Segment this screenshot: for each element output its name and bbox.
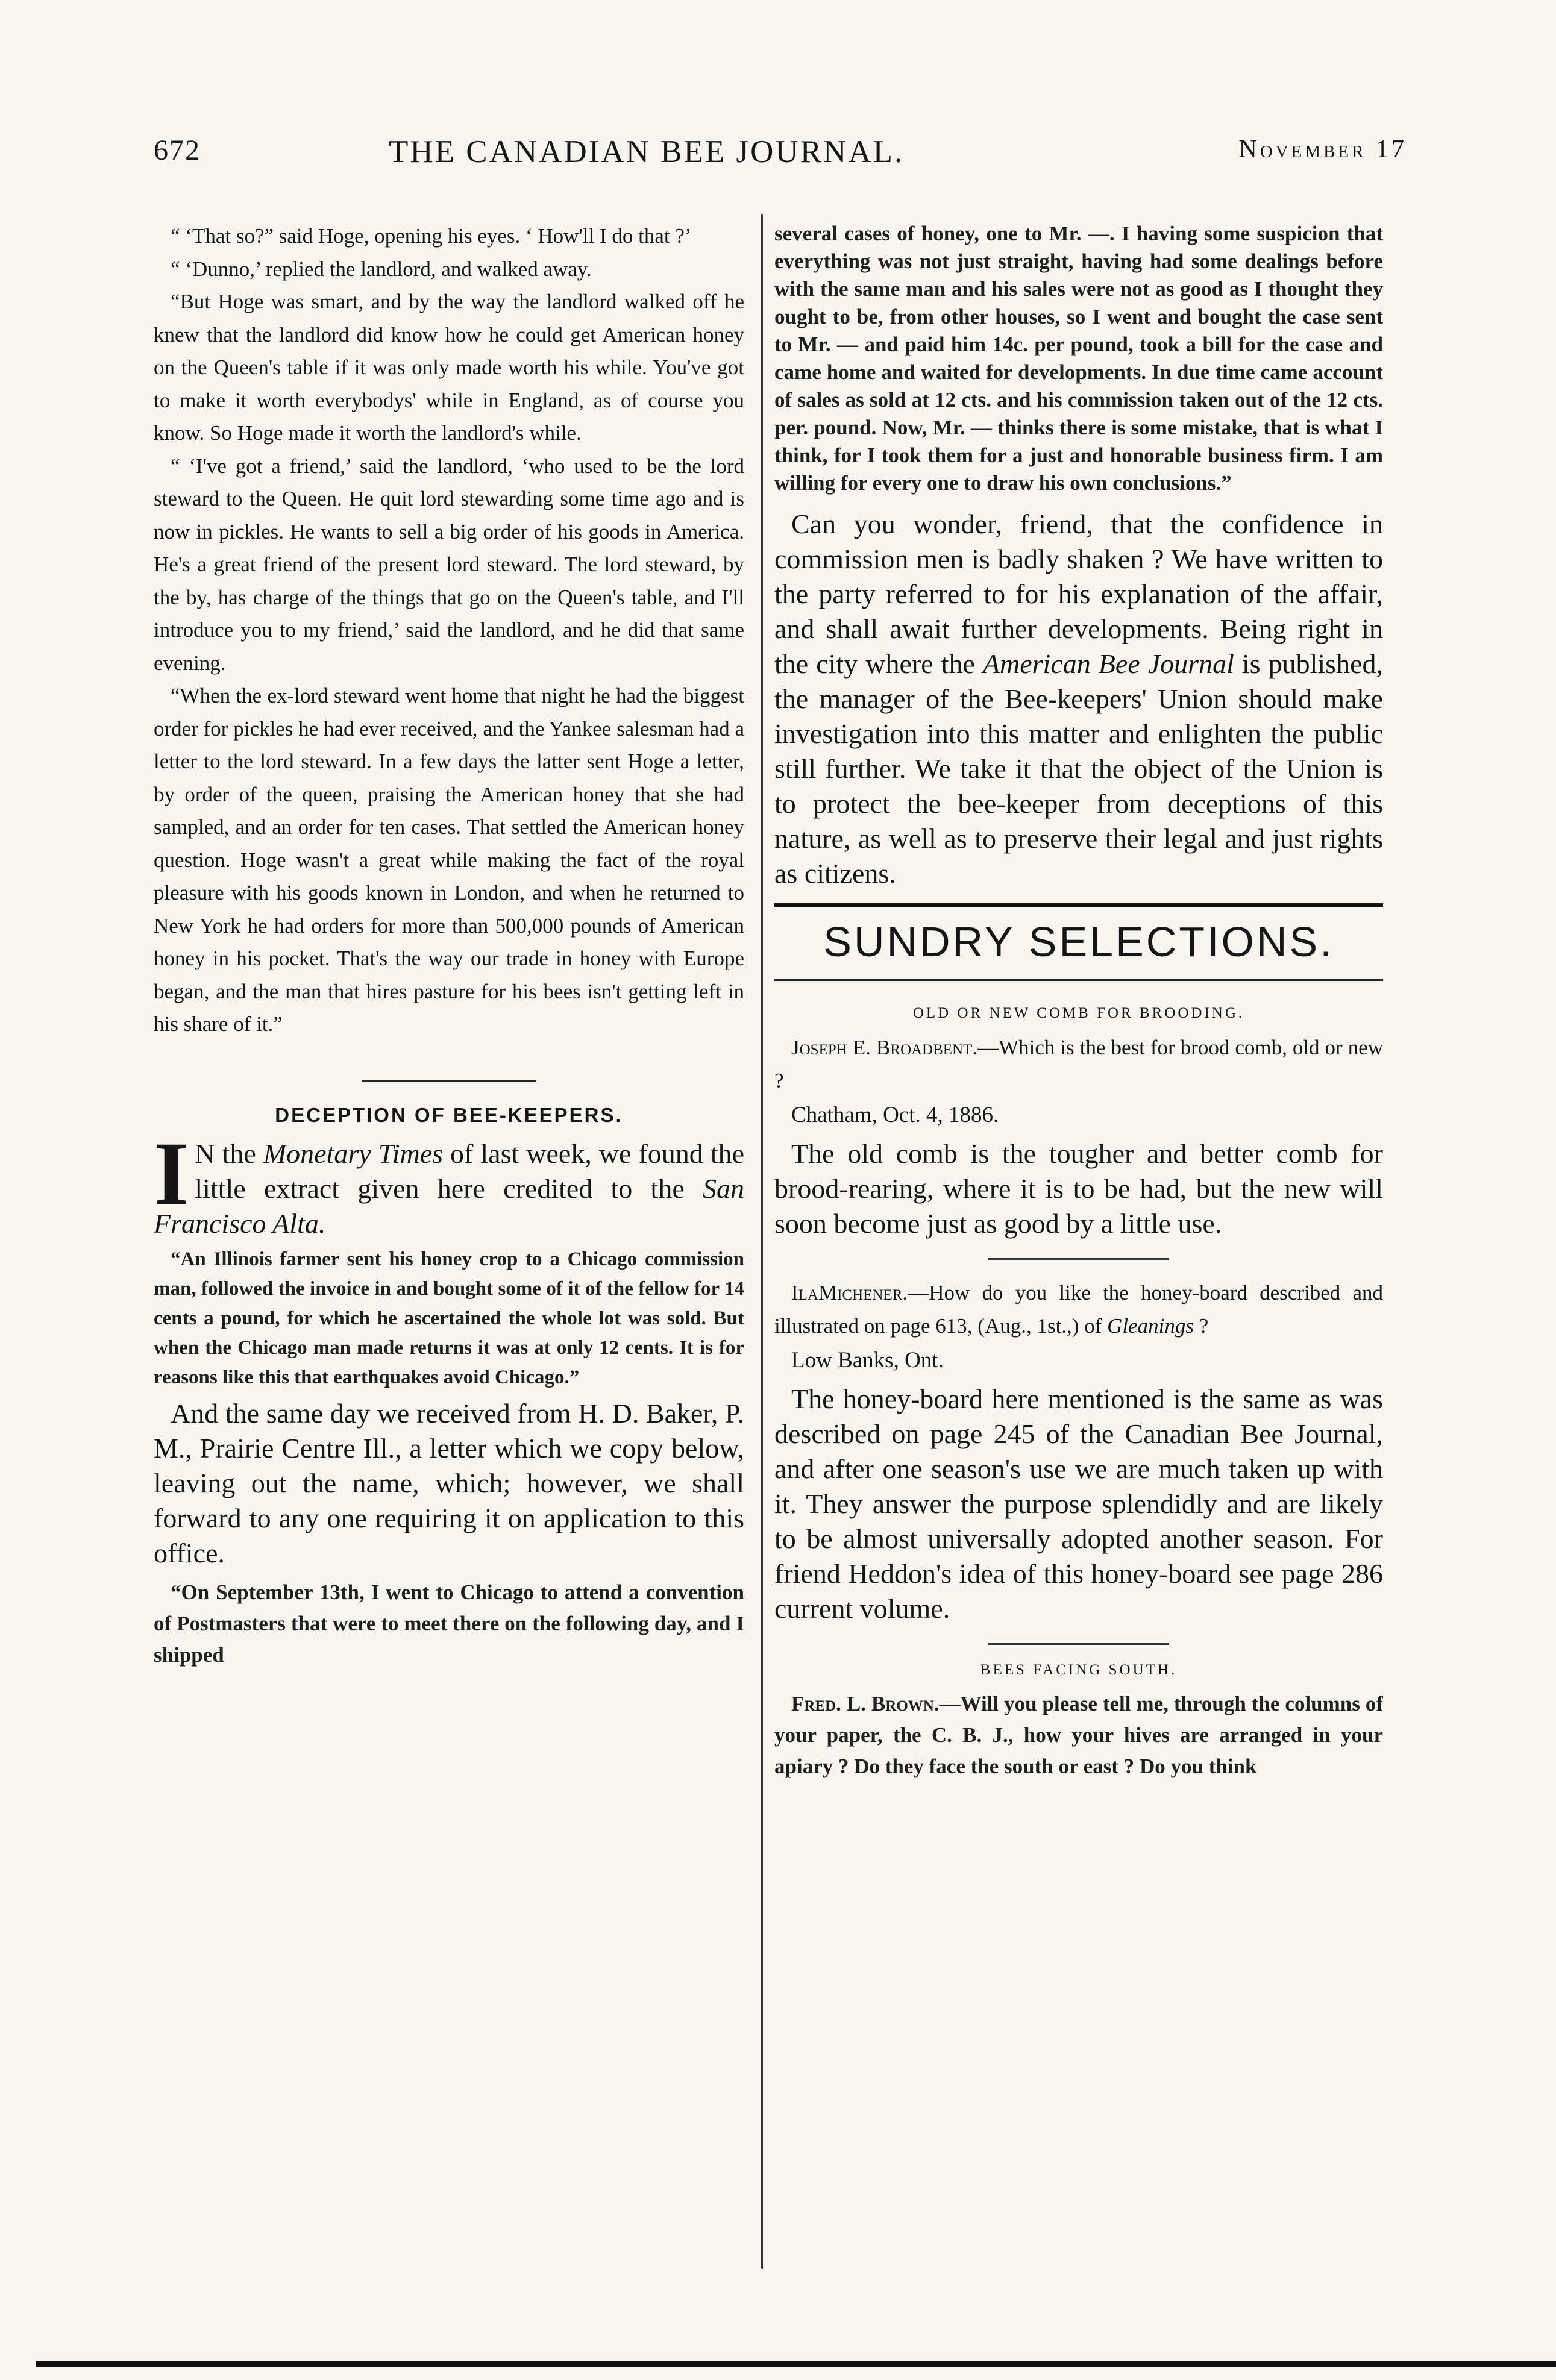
page-header <box>154 134 1407 182</box>
journal-name: American Bee Journal <box>982 648 1234 679</box>
author-name: Joseph E. Broadbent. <box>791 1036 978 1059</box>
ornamental-rule <box>154 1070 744 1091</box>
intro-text: N the Monetary Times of last week, we found the little extract given here credited to the San Francisco Alta. <box>154 1138 744 1239</box>
editorial-response <box>774 507 1383 891</box>
separator-rule <box>988 1643 1169 1645</box>
dateline: Chatham, Oct. 4, 1886. <box>791 1103 999 1127</box>
journal-name: Gleanings <box>1107 1314 1194 1338</box>
question: Fred. L. Brown.—Will you please tell me, through the columns of your paper, the C. B. J., how your hives are arranged in your apiary ? Do they face the south or east ? Do you think <box>774 1692 1383 1778</box>
answer-block <box>774 1136 1383 1241</box>
author-name: IlaMichener. <box>791 1281 908 1304</box>
paragraph: Can you wonder, friend, that the confidence in commission men is badly shaken ? We have written to the party referred to for his explanation of the affair, and shall await further developments. Being right in the city where the American Bee Journal is published, the manager of the Bee-keepers' Union should make investigation into this matter and enlighten the public still further. We take it that the object of the Union is to protect the bee-keeper from deceptions of this nature, as well as to preserve their legal and just rights as citizens. <box>774 509 1383 889</box>
paragraph: “ ‘Dunno,’ replied the landlord, and walked away. <box>171 257 592 281</box>
letter-continuation <box>774 220 1383 497</box>
issue-date: November 17 <box>1238 136 1407 163</box>
quote: “On September 13th, I went to Chicago to attend a convention of Postmasters that were to meet there on the following day, and I shipped <box>154 1580 744 1667</box>
paragraph: And the same day we received from H. D. Baker, P. M., Prairie Centre Ill., a letter which we copy below, leaving out the name, which; however, we shall forward to any one requiring it on application to this office. <box>154 1397 744 1568</box>
subsection-heading: OLD OR NEW COMB FOR BROODING. <box>912 1005 1245 1021</box>
question: IlaMichener.—How do you like the honey-board described and illustrated on page 613, (Aug., 1st.,) of Gleanings ? <box>774 1281 1383 1338</box>
question-block <box>774 1032 1383 1097</box>
journal-title: THE CANADIAN BEE JOURNAL. <box>389 134 905 169</box>
question-block <box>774 1688 1383 1782</box>
answer: The honey-board here mentioned is the same as was described on page 245 of the Canadian Bee Journal, and after one season's use we are much taken up with it. They answer the purpose splendidly and are likely to be almost universally adopted another season. For friend Heddon's idea of this honey-board see page 286 current volume. <box>774 1383 1383 1624</box>
drop-cap: I <box>154 1123 189 1224</box>
question-block <box>774 1277 1383 1342</box>
quoted-extract <box>154 1245 744 1392</box>
page-number: 672 <box>154 134 201 166</box>
bottom-rule <box>36 2361 1556 2367</box>
subsection-heading: BEES FACING SOUTH. <box>980 1662 1178 1678</box>
deception-intro <box>154 1123 744 1241</box>
editorial-text <box>154 1396 744 1571</box>
sundry-heading: SUNDRY SELECTIONS. <box>774 907 1383 981</box>
answer: The old comb is the tougher and better comb for brood-rearing, where it is to be had, but the new will soon become just as good by a little use. <box>774 1138 1383 1239</box>
quote: “An Illinois farmer sent his honey crop to a Chicago commission man, followed the invoice in and bought some of it of the fellow for 14 cents a pound, for which he ascertained the whole lot was sold. But when the Chicago man made returns it was at only 12 cents. It is for reasons like this that earthquakes avoid Chicago.” <box>154 1248 744 1388</box>
column-divider <box>761 214 763 2269</box>
dateline: Low Banks, Ont. <box>791 1348 944 1373</box>
paragraph: “ ‘That so?” said Hoge, opening his eyes. ‘ How'll I do that ?’ <box>171 224 692 248</box>
section-heading: DECEPTION OF BEE-KEEPERS. <box>275 1103 623 1126</box>
answer-block <box>774 1382 1383 1626</box>
paragraph: “When the ex-lord steward went home that night he had the biggest order for pickles he had ever received, and the Yankee salesman had a letter to the lord steward. In a few days the latter sent Hoge a letter, by order of the queen, praising the American honey that she had sampled, and an order for ten cases. That settled the American honey question. Hoge wasn't a great while making the fact of the royal pleasure with his goods known in London, and when he returned to New York he had orders for more than 500,000 pounds of American honey in his pocket. That's the way our trade in honey with Europe began, and the man that hires pasture for his bees isn't getting left in his share of it.” <box>154 684 744 1036</box>
question: Joseph E. Broadbent.—Which is the best for brood comb, old or new ? <box>774 1036 1383 1092</box>
quote: several cases of honey, one to Mr. —. I having some suspicion that everything was not just straight, having had some dealings before with the same man and his sales were not as good as I thought they ought to be, from other houses, so I went and bought the case sent to Mr. — and paid him 14c. per pound, took a bill for the case and came home and waited for developments. In due time came account of sales as sold at 12 cts. and his commission taken out of the 12 cts. per. pound. Now, Mr. — thinks there is some mistake, that is what I think, for I took them for a just and honorable business firm. I am willing for every one to draw his own conclusions.” <box>774 222 1383 495</box>
newspaper-name: Monetary Times <box>263 1138 444 1169</box>
right-column <box>774 220 1383 2269</box>
hoge-story <box>154 220 744 1041</box>
paragraph: “But Hoge was smart, and by the way the landlord walked off he knew that the landlord did know how he could get American honey on the Queen's table if it was only made worth his while. You've got to make it worth everybodys' while in England, as of course you know. So Hoge made it worth the landlord's while. <box>154 290 744 445</box>
author-name: Fred. L. Brown. <box>791 1692 940 1715</box>
letter-quote <box>154 1577 744 1671</box>
paragraph: “ ‘I've got a friend,’ said the landlord, ‘who used to be the lord steward to the Queen. He quit lord stewarding some time ago and is now in pickles. He wants to sell a big order of his goods in America. He's a great friend of the present lord steward. The lord steward, by the by, has charge of the things that go on the Queen's table, and I'll introduce you to my friend,’ said the landlord, and he did that same evening. <box>154 454 744 675</box>
separator-rule <box>988 1258 1169 1260</box>
newspaper-name: San Francisco Alta. <box>154 1173 744 1239</box>
left-column <box>154 220 744 2269</box>
